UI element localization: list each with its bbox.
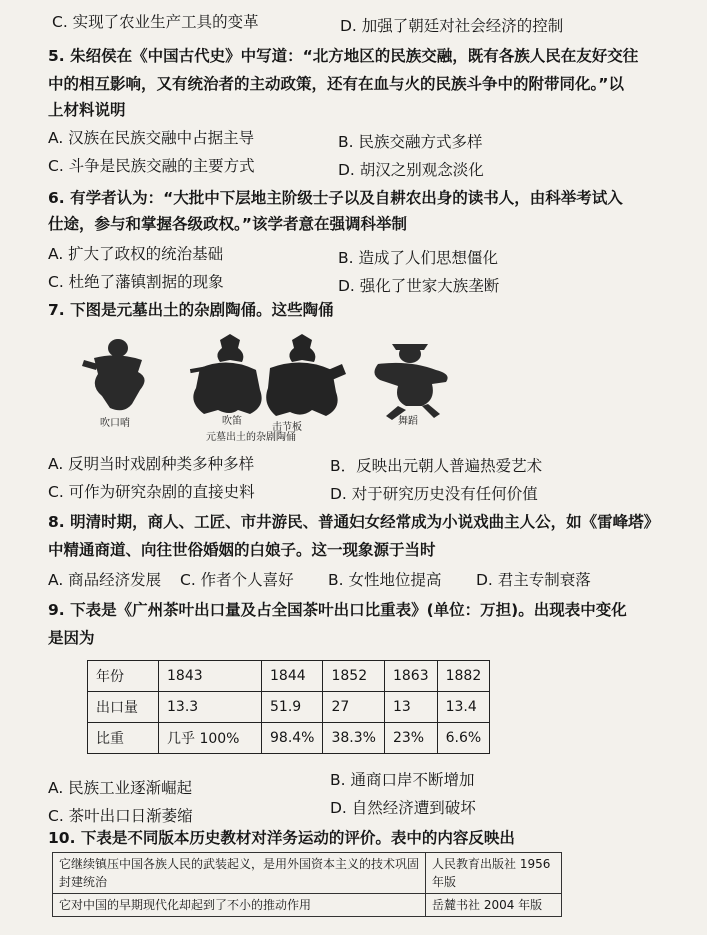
q4-option-c: C. 实现了农业生产工具的变革 — [52, 13, 259, 31]
table-cell: 1852 — [323, 661, 384, 692]
table-cell: 13 — [384, 692, 437, 723]
q8-stem-line-2: 中精通商道、向往世俗婚姻的白娘子。这一现象源于当时 — [48, 541, 436, 559]
table-cell: 人民教育出版社 1956 年版 — [426, 853, 562, 894]
table-cell: 1843 — [159, 661, 262, 692]
tea-export-table — [87, 660, 490, 754]
table-cell: 岳麓书社 2004 年版 — [426, 894, 562, 917]
figure-label-whistle: 吹口哨 — [100, 418, 130, 429]
table-cell: 98.4% — [262, 723, 323, 754]
table-cell: 27 — [323, 692, 384, 723]
q6-stem-line-2: 仕途，参与和掌握各级政权。”该学者意在强调科举制 — [48, 215, 407, 233]
q5-stem-line-2: 中的相互影响，又有统治者的主动政策，还有在血与火的民族斗争中的附带同化。”以 — [48, 75, 624, 93]
table-cell: 6.6% — [437, 723, 490, 754]
table-cell: 13.3 — [159, 692, 262, 723]
figure-label-flute: 吹笛 — [222, 416, 242, 427]
q4-option-d: D. 加强了朝廷对社会经济的控制 — [340, 17, 564, 35]
table-cell: 几乎 100% — [159, 723, 262, 754]
q8-option-c: C. 作者个人喜好 — [180, 571, 294, 589]
q5-option-b: B. 民族交融方式多样 — [338, 133, 483, 151]
q9-option-d: D. 自然经济遭到破坏 — [330, 799, 476, 817]
q5-option-c: C. 斗争是民族交融的主要方式 — [48, 157, 255, 175]
q6-option-c: C. 杜绝了藩镇割据的现象 — [48, 273, 224, 291]
q8-stem-line-1: 8. 明清时期，商人、工匠、市井游民、普通妇女经常成为小说戏曲主人公，如《雷峰塔》 — [48, 513, 660, 531]
q6-option-a: A. 扩大了政权的统治基础 — [48, 245, 224, 263]
figurine-whistling — [82, 339, 145, 410]
q8-option-a: A. 商品经济发展 — [48, 571, 162, 589]
table-cell: 出口量 — [88, 692, 159, 723]
figurine-dancer — [374, 344, 447, 420]
q6-stem-line-1: 6. 有学者认为：“大批中下层地主阶级士子以及自耕农出身的读书人，由科举考试入 — [48, 189, 623, 207]
q9-stem-line-2: 是因为 — [48, 629, 95, 647]
table-cell: 它对中国的早期现代化却起到了不小的推动作用 — [53, 894, 426, 917]
table-cell: 13.4 — [437, 692, 490, 723]
q8-option-b: B. 女性地位提高 — [328, 571, 442, 589]
q7-option-b: B．反映出元朝人普遍热爱艺术 — [330, 457, 543, 475]
table-row — [88, 692, 490, 723]
table-cell: 23% — [384, 723, 437, 754]
q9-option-c: C. 茶叶出口日渐萎缩 — [48, 807, 193, 825]
table-row — [53, 853, 562, 894]
table-row — [88, 723, 490, 754]
q6-option-d: D. 强化了世家大族垄断 — [338, 277, 500, 295]
figurine-flute — [190, 334, 262, 414]
q6-option-b: B. 造成了人们思想僵化 — [338, 249, 498, 267]
q7-stem: 7. 下图是元墓出土的杂剧陶俑。这些陶俑 — [48, 301, 334, 319]
figurine-clapper — [266, 334, 346, 416]
table-cell: 1844 — [262, 661, 323, 692]
q5-option-a: A. 汉族在民族交融中占据主导 — [48, 129, 255, 147]
q9-stem-line-1: 9. 下表是《广州茶叶出口量及占全国茶叶出口比重表》(单位：万担)。出现表中变化 — [48, 601, 627, 619]
q7-option-d: D. 对于研究历史没有任何价值 — [330, 485, 538, 503]
q5-option-d: D. 胡汉之别观念淡化 — [338, 161, 484, 179]
q9-option-b: B. 通商口岸不断增加 — [330, 771, 475, 789]
figure-label-clapper: 击节板 — [272, 422, 302, 433]
q7-option-c: C. 可作为研究杂剧的直接史料 — [48, 483, 255, 501]
q10-stem: 10. 下表是不同版本历史教材对洋务运动的评价。表中的内容反映出 — [48, 829, 515, 847]
table-cell: 51.9 — [262, 692, 323, 723]
figure-label-dance: 舞蹈 — [398, 416, 418, 427]
table-cell: 1863 — [384, 661, 437, 692]
table-cell: 38.3% — [323, 723, 384, 754]
q8-option-d: D. 君主专制衰落 — [476, 571, 591, 589]
table-row — [88, 661, 490, 692]
table-cell: 比重 — [88, 723, 159, 754]
q5-stem-line-1: 5. 朱绍侯在《中国古代史》中写道：“北方地区的民族交融，既有各族人民在友好交往 — [48, 47, 639, 65]
table-cell: 1882 — [437, 661, 490, 692]
table-row — [53, 894, 562, 917]
table-cell: 它继续镇压中国各族人民的武装起义，是用外国资本主义的技术巩固封建统治 — [53, 853, 426, 894]
q9-option-a: A. 民族工业逐渐崛起 — [48, 779, 193, 797]
figure-caption: 元墓出土的杂剧陶俑 — [206, 432, 296, 443]
table-cell: 年份 — [88, 661, 159, 692]
textbook-evaluation-table — [52, 852, 562, 917]
q7-option-a: A. 反明当时戏剧种类多种多样 — [48, 455, 255, 473]
q5-stem-line-3: 上材料说明 — [48, 101, 126, 119]
